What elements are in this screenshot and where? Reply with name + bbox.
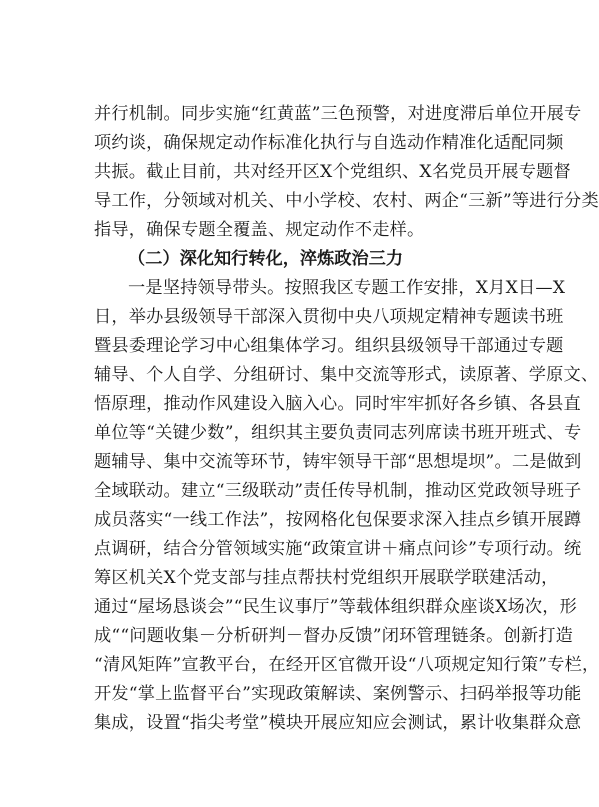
body-text-line: 单位等“关键少数”，组织其主要负责同志列席读书班开班式、专 — [94, 423, 582, 443]
body-text-line: 成员落实“一线工作法”，按网格化包保要求深入挂点乡镇开展蹲 — [94, 510, 582, 530]
body-text-line: 共振。截止目前，共对经开区X个党组织、X名党员开展专题督 — [94, 162, 571, 182]
body-text-line: 项约谈，确保规定动作标准化执行与自选动作精准化适配同频 — [94, 133, 564, 153]
body-text-line: “清风矩阵”宣教平台，在经开区官微开设“八项规定知行策”专栏， — [94, 655, 599, 675]
body-text-line: 日，举办县级领导干部深入贯彻中央八项规定精神专题读书班 — [94, 307, 564, 327]
body-text-line: 开发“掌上监督平台”实现政策解读、案例警示、扫码举报等功能 — [94, 684, 582, 704]
body-text-line: 集成，设置“指尖考堂”模块开展应知应会测试，累计收集群众意 — [94, 713, 582, 733]
body-text-line: 全域联动。建立“三级联动”责任传导机制，推动区党政领导班子 — [94, 481, 582, 501]
body-text-line: 通过“屋场恳谈会”“民生议事厅”等载体组织群众座谈X场次，形 — [94, 597, 578, 617]
body-text-line: 筹区机关X个党支部与挂点帮扶村党组织开展联学联建活动， — [94, 568, 559, 588]
body-text-line: 指导，确保专题全覆盖、规定动作不走样。 — [94, 220, 425, 240]
body-text-line: 题辅导、集中交流等环节，铸牢领导干部“思想堤坝”。二是做到 — [94, 452, 582, 472]
body-text-line: 悟原理，推动作风建设入脑入心。同时牢牢抓好各乡镇、各县直 — [94, 394, 581, 414]
body-text-line: 并行机制。同步实施“红黄蓝”三色预警，对进度滞后单位开展专 — [94, 104, 582, 124]
body-text-line: 点调研，结合分管领域实施“政策宣讲＋痛点问诊”专项行动。统 — [94, 539, 582, 559]
body-text-line: 辅导、个人自学、分组研讨、集中交流等形式，读原著、学原文、 — [94, 365, 599, 385]
body-text-line: 一是坚持领导带头。按照我区专题工作安排，X月X日—X — [128, 278, 566, 298]
body-text-line: 暨县委理论学习中心组集体学习。组织县级领导干部通过专题 — [94, 336, 564, 356]
body-text-line: 成““问题收集－分析研判－督办反馈”闭环管理链条。创新打造 — [94, 626, 574, 646]
body-text-line: 导工作，分领域对机关、中小学校、农村、两企“三新”等进行分类 — [94, 191, 599, 211]
section-heading: （二）深化知行转化，淬炼政治三力 — [128, 249, 404, 269]
